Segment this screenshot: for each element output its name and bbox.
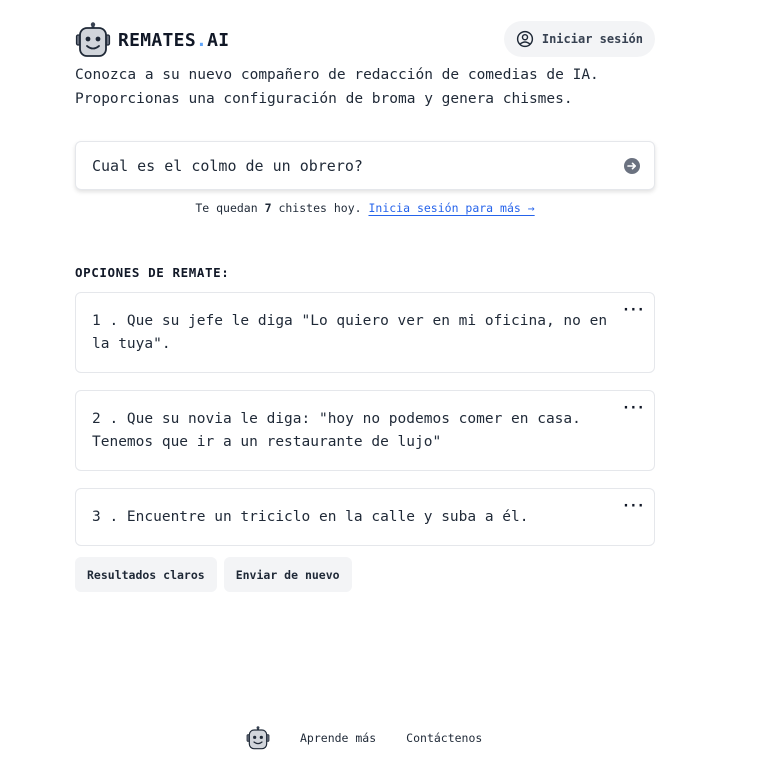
result-card[interactable] (75, 390, 655, 471)
resend-button[interactable]: Enviar de nuevo (224, 557, 352, 592)
results-title: OPCIONES DE REMATE: (75, 265, 230, 280)
logo[interactable] (75, 22, 229, 58)
signin-button[interactable] (504, 21, 655, 57)
signin-label: Iniciar sesión (541, 32, 643, 46)
intro-line-1: Conozca a su nuevo compañero de redacción de comedias de IA. (75, 67, 599, 83)
robot-icon[interactable] (246, 726, 270, 750)
more-options-icon[interactable]: ··· (621, 498, 644, 514)
prompt-input[interactable] (92, 142, 602, 189)
quota-prefix: Te quedan (195, 201, 258, 215)
signin-more-link[interactable]: Inicia sesión para más → (368, 201, 535, 215)
result-text: 3 . Encuentre un triciclo en la calle y suba a él. (92, 509, 529, 525)
footer-contact-link[interactable]: Contáctenos (406, 731, 483, 745)
results-list (75, 292, 655, 563)
result-card[interactable] (75, 292, 655, 373)
quota-count: 7 (264, 201, 272, 215)
more-options-icon[interactable]: ··· (621, 302, 644, 318)
robot-icon (75, 22, 111, 58)
arrow-right-circle-icon[interactable] (624, 158, 640, 174)
intro-line-2: Proporcionas una configuración de broma y genera chismes. (75, 91, 573, 107)
intro-text (75, 63, 675, 111)
footer-learn-more-link[interactable]: Aprende más (300, 731, 377, 745)
quota-notice (0, 201, 730, 215)
result-card[interactable] (75, 488, 655, 546)
brand-name: REMATES.AI (118, 29, 230, 51)
quota-suffix: chistes hoy. (278, 201, 362, 215)
result-text: 1 . Que su jefe le diga "Lo quiero ver en mi oficina, no en la tuya". (92, 313, 608, 352)
more-options-icon[interactable]: ··· (621, 400, 644, 416)
clear-results-button[interactable]: Resultados claros (75, 557, 217, 592)
actions-bar (75, 557, 352, 592)
user-circle-icon (516, 30, 534, 48)
result-text: 2 . Que su novia le diga: "hoy no podemos comer en casa. Tenemos que ir a un restaurante de lujo" (92, 411, 581, 450)
header (75, 20, 655, 60)
footer (246, 726, 512, 750)
prompt-box (75, 141, 655, 190)
